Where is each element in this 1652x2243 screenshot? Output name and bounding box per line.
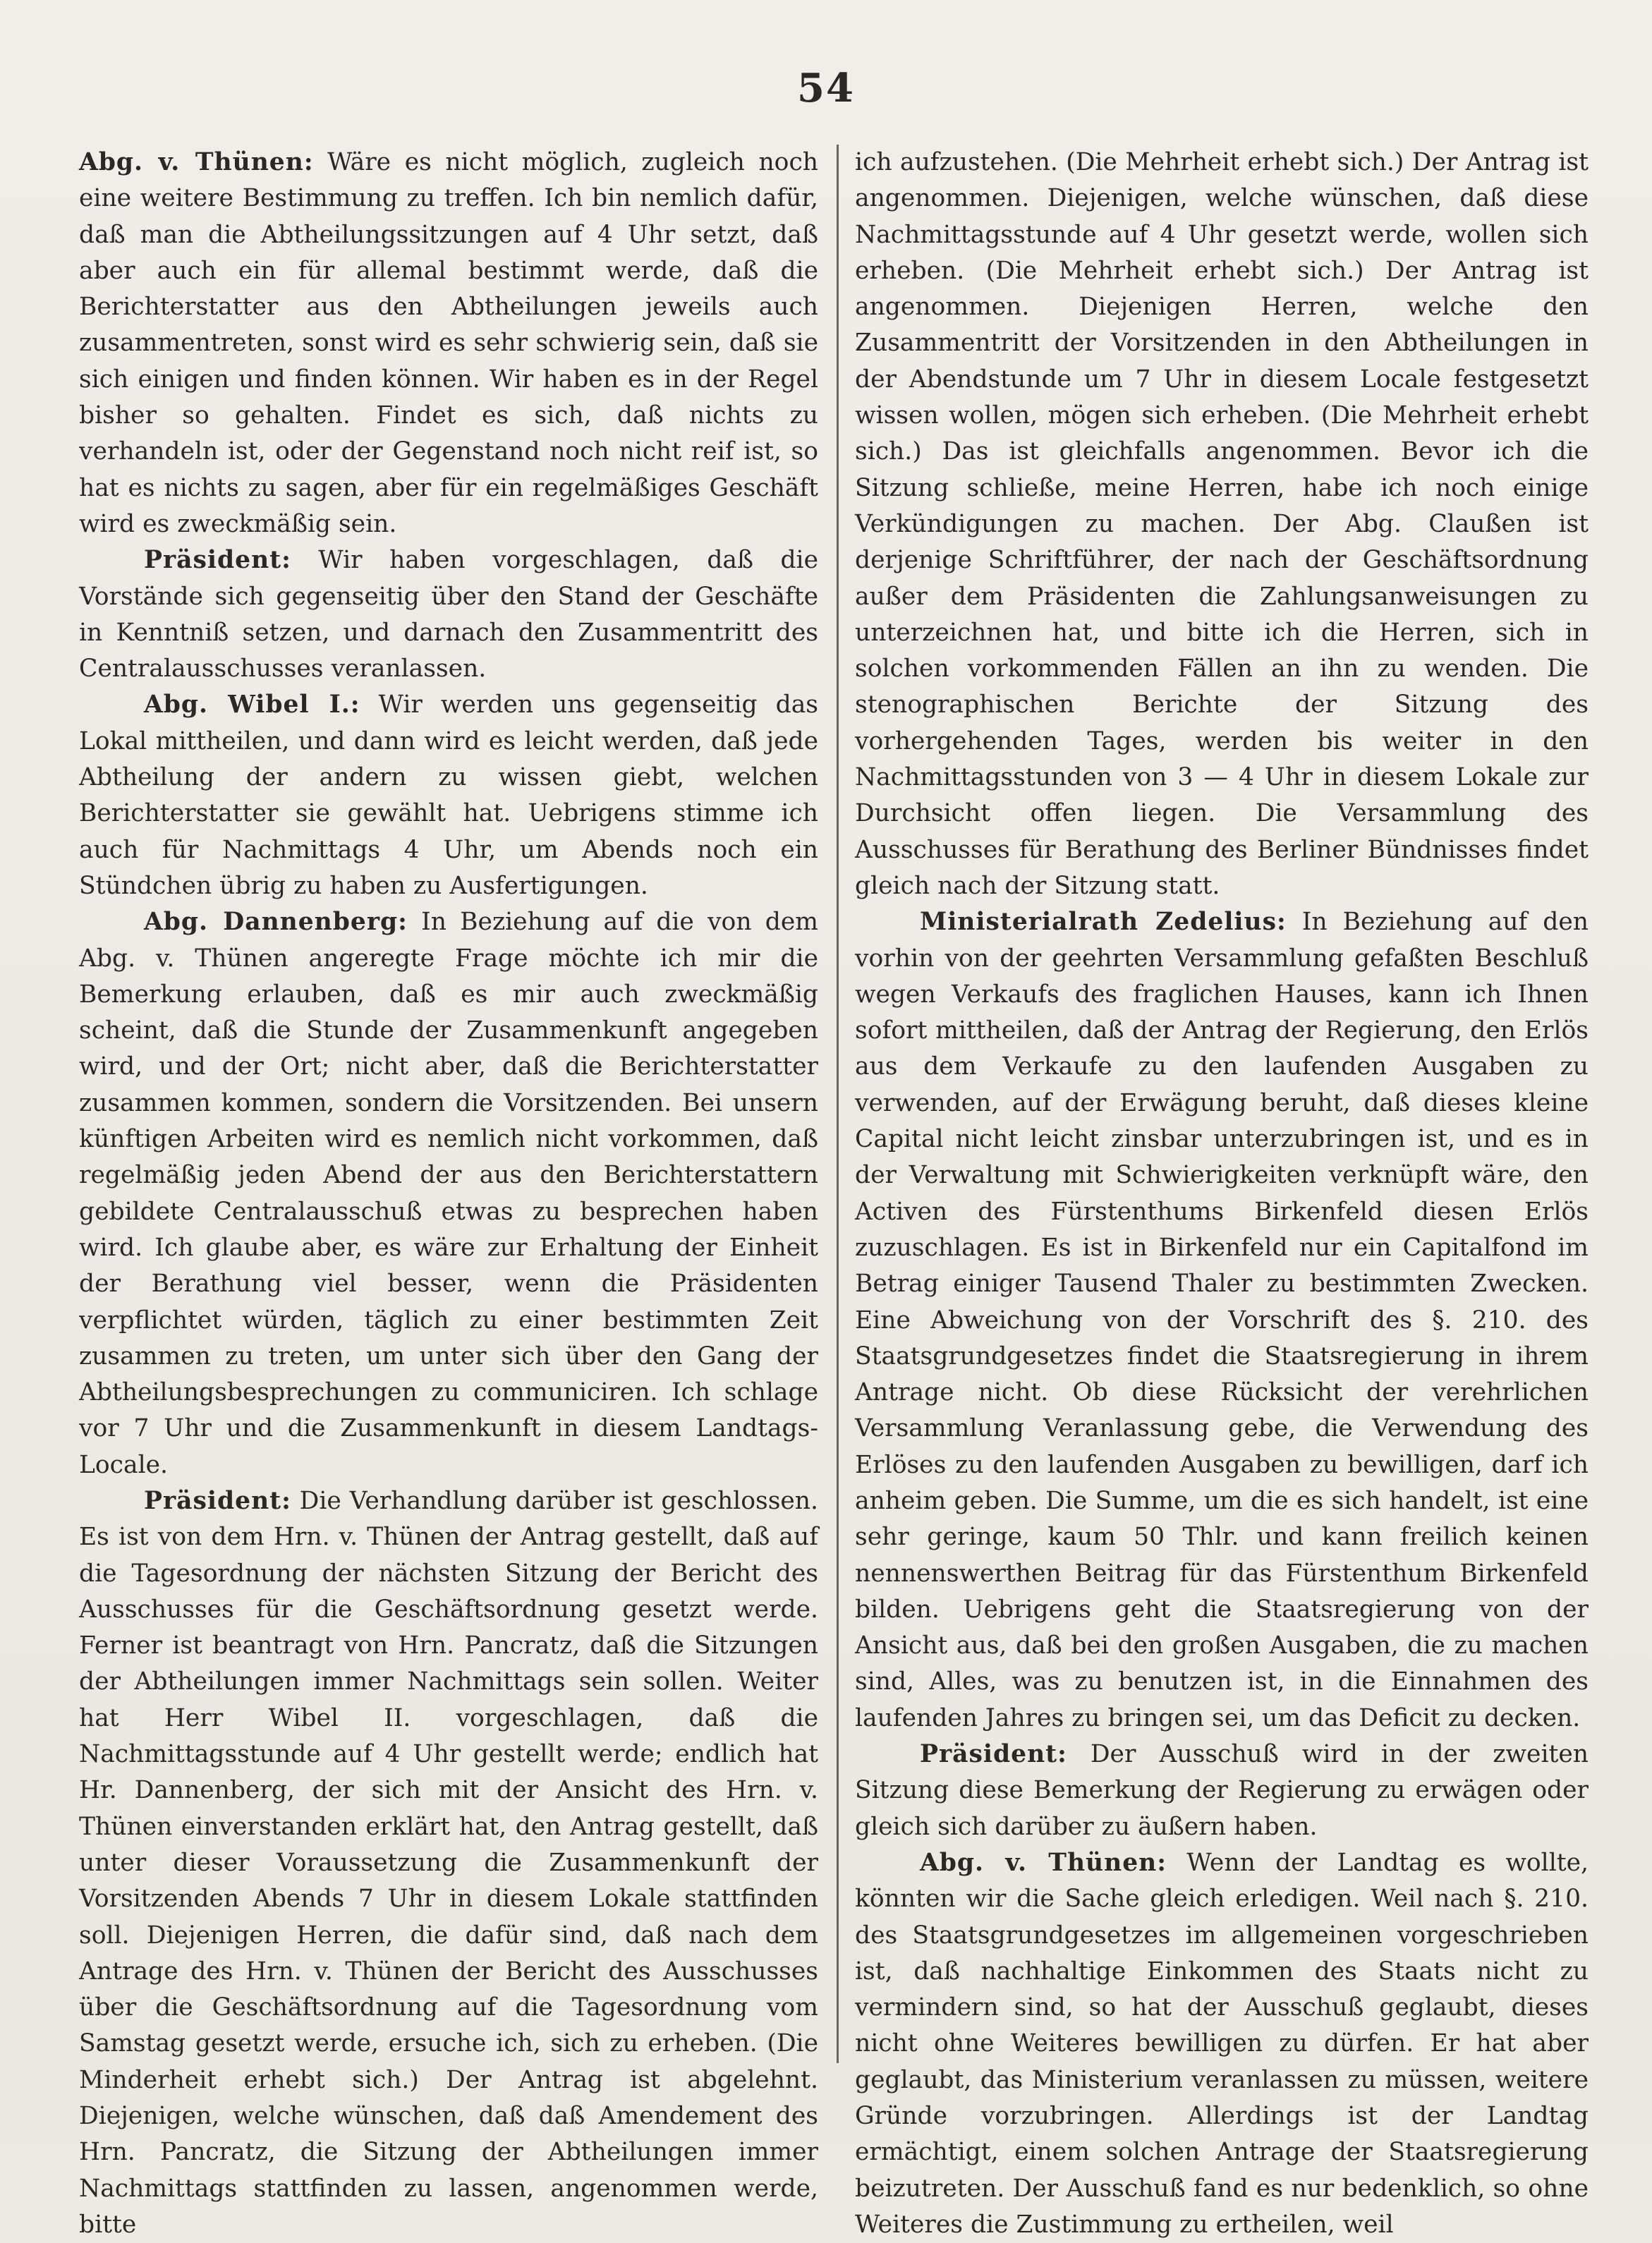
paragraph (855, 1845, 1589, 2243)
speaker-name: Abg. Dannenberg: (144, 908, 408, 937)
page-number: 54 (797, 65, 855, 111)
paragraph (79, 687, 818, 904)
paragraph-text: Die Verhandlung darüber ist geschlossen. Es ist von dem Hrn. v. Thünen der Antrag gestellt, daß auf die Tagesordnung der nächsten Sitzung der Bericht des Ausschusses für die Geschäftsordnung gesetzt werde. Ferner ist beantragt von Hrn. Pancratz, daß die Sitzungen der Abtheilungen immer Nachmittags sein sollen. Weiter hat Herr Wibel II. vorgeschlagen, daß die Nachmittagsstunde auf 4 Uhr gestellt werde; endlich hat Hr. Dannenberg, der sich mit der Ansicht des Hrn. v. Thünen einverstanden erklärt hat, den Antrag gestellt, daß unter dieser Voraussetzung die Zusammenkunft der Vorsitzenden Abends 7 Uhr in diesem Lokale stattfinden soll. Diejenigen Herren, die dafür sind, daß nach dem Antrage des Hrn. v. Thünen der Bericht des Ausschusses über die Geschäftsordnung auf die Tagesordnung vom Samstag gesetzt werde, ersuche ich, sich zu erheben. (Die Minderheit erhebt sich.) Der Antrag ist abgelehnt. Diejenigen, welche wünschen, daß daß Amendement des Hrn. Pancratz, die Sitzung der Abtheilungen immer Nachmittags stattfinden zu lassen, angenommen werde, bitte (79, 1486, 818, 2239)
paragraph-text: Wenn der Landtag es wollte, könnten wir die Sache gleich erledigen. Weil nach §. 210. des Staatsgrundgesetzes im allgemeinen vorgeschrieben ist, daß nachhaltige Einkommen des Staats nicht zu vermindern sind, so hat der Ausschuß geglaubt, dieses nicht ohne Weiteres bewilligen zu dürfen. Er hat aber geglaubt, das Ministerium veranlassen zu müssen, weitere Gründe vorzubringen. Allerdings ist der Landtag ermächtigt, einem solchen Antrage der Staatsregierung beizutreten. Der Ausschuß fand es nur bedenklich, so ohne Weiteres die Zustimmung zu ertheilen, weil (855, 1848, 1589, 2239)
speaker-name: Präsident: (920, 1740, 1067, 1769)
left-column (79, 145, 818, 2243)
paragraph-text: In Beziehung auf die von dem Abg. v. Thünen angeregte Frage möchte ich mir die Bemerkung erlauben, daß es mir auch zweckmäßig scheint, daß die Stunde der Zusammenkunft angegeben wird, und der Ort; nicht aber, daß die Berichterstatter zusammen kommen, sondern die Vorsitzenden. Bei unsern künftigen Arbeiten wird es nemlich nicht vorkommen, daß regelmäßig jeden Abend der aus den Berichterstattern gebildete Centralausschuß etwas zu besprechen haben wird. Ich glaube aber, es wäre zur Erhaltung der Einheit der Berathung viel besser, wenn die Präsidenten verpflichtet würden, täglich zu einer bestimmten Zeit zusammen zu treten, um unter sich über den Gang der Abtheilungsbesprechungen zu communiciren. Ich schlage vor 7 Uhr und die Zusammenkunft in diesem Landtags-Locale. (79, 908, 818, 1479)
paragraph (79, 542, 818, 687)
paragraph (79, 145, 818, 542)
speaker-name: Ministerialrath Zedelius: (920, 908, 1287, 937)
paragraph-text: Der Ausschuß wird in der zweiten Sitzung diese Bemerkung der Regierung zu erwägen oder gleich sich darüber zu äußern haben. (855, 1740, 1589, 1841)
paragraph (855, 1737, 1589, 1845)
speaker-name: Abg. Wibel I.: (144, 691, 360, 719)
speaker-name: Abg. v. Thünen: (79, 148, 314, 176)
paragraph (855, 145, 1589, 904)
paragraph (79, 1483, 818, 2243)
paragraph-text: Wäre es nicht möglich, zugleich noch eine weitere Bestimmung zu treffen. Ich bin nemlich dafür, daß man die Abtheilungssitzungen auf 4 Uhr setzt, daß aber auch ein für allemal bestimmt werde, daß die Berichterstatter aus den Abtheilungen jeweils auch zusammentreten, sonst wird es sehr schwierig sein, daß sie sich einigen und finden können. Wir haben es in der Regel bisher so gehalten. Findet es sich, daß nichts zu verhandeln ist, oder der Gegenstand noch nicht reif ist, so hat es nichts zu sagen, aber für ein regelmäßiges Geschäft wird es zweckmäßig sein. (79, 148, 818, 538)
speaker-name: Abg. v. Thünen: (920, 1848, 1167, 1877)
speaker-name: Präsident: (144, 546, 291, 575)
paragraph-text: Wir haben vorgeschlagen, daß die Vorstände sich gegenseitig über den Stand der Geschäfte in Kenntniß setzen, und darnach den Zusammentritt des Centralausschusses veranlassen. (79, 546, 818, 683)
paragraph (79, 904, 818, 1483)
right-column (855, 145, 1589, 2243)
speaker-name: Präsident: (144, 1486, 291, 1515)
paragraph-text: In Beziehung auf den vorhin von der geehrten Versammlung gefaßten Beschluß wegen Verkaufs des fraglichen Hauses, kann ich Ihnen sofort mittheilen, daß der Antrag der Regierung, den Erlös aus dem Verkaufe zu den laufenden Ausgaben zu verwenden, auf der Erwägung beruht, daß dieses kleine Capital nicht leicht zinsbar unterzubringen ist, und es in der Verwaltung mit Schwierigkeiten verknüpft wäre, den Activen des Fürstenthums Birkenfeld diesen Erlös zuzuschlagen. Es ist in Birkenfeld nur ein Capitalfond im Betrag einiger Tausend Thaler zu bestimmten Zwecken. Eine Abweichung von der Vorschrift des §. 210. des Staatsgrundgesetzes findet die Staatsregierung in ihrem Antrage nicht. Ob diese Rücksicht der verehrlichen Versammlung Veranlassung gebe, die Verwendung des Erlöses zu den laufenden Ausgaben zu bewilligen, darf ich anheim geben. Die Summe, um die es sich handelt, ist eine sehr geringe, kaum 50 Thlr. und kann freilich keinen nennenswerthen Beitrag für das Fürstenthum Birkenfeld bilden. Uebrigens geht die Staatsregierung von der Ansicht aus, daß bei den großen Ausgaben, die zu machen sind, Alles, was zu benutzen ist, in die Einnahmen des laufenden Jahres zu bringen sei, um das Deficit zu decken. (855, 908, 1589, 1732)
paragraph-text: Wir werden uns gegenseitig das Lokal mittheilen, und dann wird es leicht werden, daß jede Abtheilung der andern zu wissen giebt, welchen Berichterstatter sie gewählt hat. Uebrigens stimme ich auch für Nachmittags 4 Uhr, um Abends noch ein Stündchen übrig zu haben zu Ausfertigungen. (79, 691, 818, 900)
paragraph-text: ich aufzustehen. (Die Mehrheit erhebt sich.) Der Antrag ist angenommen. Diejenigen, welche wünschen, daß diese Nachmittagsstunde auf 4 Uhr gesetzt werde, wollen sich erheben. (Die Mehrheit erhebt sich.) Der Antrag ist angenommen. Diejenigen Herren, welche den Zusammentritt der Vorsitzenden in den Abtheilungen in der Abendstunde um 7 Uhr in diesem Locale festgesetzt wissen wollen, mögen sich erheben. (Die Mehrheit erhebt sich.) Das ist gleichfalls angenommen. Bevor ich die Sitzung schließe, meine Herren, habe ich noch einige Verkündigungen zu machen. Der Abg. Claußen ist derjenige Schriftführer, der nach der Geschäftsordnung außer dem Präsidenten die Zahlungsanweisungen zu unterzeichnen hat, und bitte ich die Herren, sich in solchen vorkommenden Fällen an ihn zu wenden. Die stenographischen Berichte der Sitzung des vorhergehenden Tages, werden bis weiter in den Nachmittagsstunden von 3 — 4 Uhr in diesem Lokale zur Durchsicht offen liegen. Die Versammlung des Ausschusses für Berathung des Berliner Bündnisses findet gleich nach der Sitzung statt. (855, 148, 1589, 900)
column-divider (837, 145, 839, 2063)
paragraph (855, 904, 1589, 1737)
